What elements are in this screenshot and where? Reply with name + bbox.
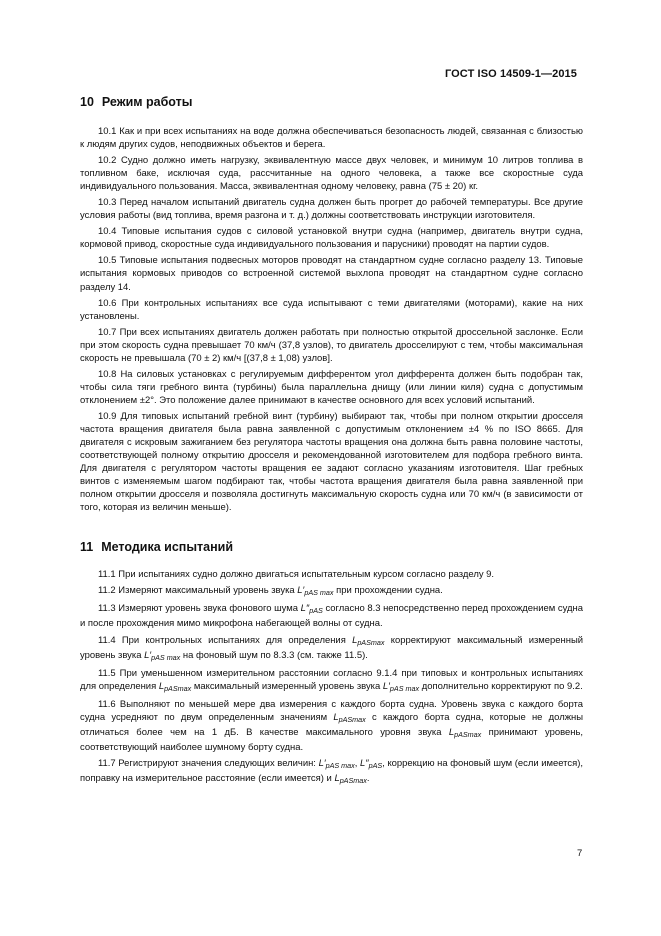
paragraph-10-6: 10.6 При контрольных испытаниях все суда испытывают с теми двигателями (моторами), какие на них установлены. [80,297,583,322]
paragraph-10-5: 10.5 Типовые испытания подвесных моторов проводят на стандартном судне согласно разделу 13. Типовые испытания кормовых приводов со встроенной системой выхлопа проводят на стандартном судне согласно разделу 14. [80,255,583,293]
symbol-lpasmax: $L_{pASmax}$ [448,726,482,739]
paragraph-10-8: 10.8 На силовых установках с регулируемым дифферентом угол дифферента должен быть подобран так, чтобы сила тяги гребного винта (турбины) была параллельна днищу (или линии киля) судна с допустимым отклонением ±2°. Это положение далее принимают в качестве основного для всех условий испытаний. [80,368,583,406]
section-number: 11 [80,540,94,555]
section-11-heading [80,540,583,554]
symbol-lpas-max-prime: $L'_{pAS max}$ [297,585,334,598]
paragraph-11-7: 11.7 Регистрируют значения следующих величин: $L'_{pAS max}$, $L''_{pAS}$, коррекцию на фоновый шум (если имеется), поправку на измерительное расстояние (если имеется) и $L_{pASmax}$. [80,757,583,785]
paragraph-11-1: 11.1 При испытаниях судно должно двигаться испытательным курсом согласно разделу 9. [98,569,495,581]
symbol-lpas-max-prime: $L'_{pAS max}$ [144,649,181,662]
symbol-lpasmax: $L_{pASmax}$ [352,634,385,647]
symbol-lpas-dprime: $L''_{pAS}$ [300,603,323,616]
paragraph-10-2: 10.2 Судно должно иметь нагрузку, эквивалентную массе двух человек, и минимум 10 литров топлива в топливном баке, исключая суда, рассчитанные на одного человека, а также все скоростные суда индивидуального пользования. Масса, эквивалентная одному человеку, равна (75 ± 20) кг. [80,155,583,193]
paragraph-11-6: 11.6 Выполняют по меньшей мере два измерения с каждого борта судна. Уровень звука с каждого борта судна усредняют по двум определенным значениям $L_{pASmax}$ с каждого борта судна, которые не должны отличаться более чем на 1 дБ. В качестве максимального уровня звука $L_{pASmax}$ принимают уровень, соответствующий наиболее шумному борту судна. [80,698,584,753]
symbol-lpas-max-prime: $L'_{pAS max}$ [318,757,355,770]
section-number: 10 [80,95,94,109]
paragraph-10-3: 10.3 Перед началом испытаний двигатель судна должен быть прогрет до рабочей температуры. Все другие условия работы (вид топлива, время разгона и т. д.) должны соответствовать инструкции изготовителя. [80,197,583,222]
paragraph-11-5: 11.5 При уменьшенном измерительном расстоянии согласно 9.1.4 при типовых и контрольных испытаниях для определения $L_{pASmax}$ максимальный измеренный уровень звука $L'_{pAS max}$ дополнительно корректируют по 9.2. [80,667,583,693]
section-title: Методика испытаний [101,540,233,555]
symbol-lpas-max-prime: $L'_{pAS max}$ [382,680,420,693]
paragraph-10-1: 10.1 Как и при всех испытаниях на воде должна обеспечиваться безопасность людей, связанная с близостью к людям других судов, неподвижных объектов и берега. [80,126,583,151]
symbol-lpas-dprime: $L''_{pAS}$ [360,757,383,770]
symbol-lpasmax: $L_{pASmax}$ [334,772,367,785]
paragraph-11-2: 11.2 Измеряют максимальный уровень звука $L'_{pAS max}$ при прохождении судна. [98,585,443,598]
paragraph-10-9: 10.9 Для типовых испытаний гребной винт (турбину) выбирают так, чтобы при полном открытии дросселя частота вращения двигателя была равна заявленной с допустимым отклонением ±4 % по ISO 8665. Для двигателя с искровым зажиганием без регулятора частоты вращения она должна быть равна половине частоты, соответствующей полному открытию дросселя и рекомендованной изготовителем для подбора гребного винта. Для двигателя с регулятором частоты вращения ее задают согласно указаниям изготовителя. Шаг гребных винтов с изменяемым шагом подбирают так, чтобы частота вращения двигателя была равна заявленной при полном открытии дросселя и позволяла достигнуть максимальную скорость судна или 70 км/ч (в зависимости от того, которая из величин меньше). [80,410,583,514]
paragraph-11-4: 11.4 При контрольных испытаниях для определения $L_{pASmax}$ корректируют максимальный измеренный уровень звука $L'_{pAS max}$ на фоновый шум по 8.3.3 (см. также 11.5). [80,634,584,662]
paragraph-11-3: 11.3 Измеряют уровень звука фонового шума $L''_{pAS}$ согласно 8.3 непосредственно перед прохождением судна и после прохождения мимо микрофона набегающей волны от судна. [80,603,583,630]
page-number: 7 [577,848,583,859]
symbol-lpasmax: $L_{pASmax}$ [333,711,366,724]
document-header: ГОСТ ISO 14509-1—2015 [444,68,577,80]
symbol-lpasmax: $L_{pASmax}$ [158,680,192,693]
section-10-heading [80,95,583,109]
paragraph-10-7: 10.7 При всех испытаниях двигатель должен работать при полностью открытой дроссельной заслонке. Если при этом скорость судна превышает 70 км/ч (37,8 узлов), то двигатель дросселируют с тем, чтобы максимальная скорость не превышала (70 ± 2) км/ч [(37,8 ± 1,08) узлов]. [80,326,583,364]
paragraph-10-4: 10.4 Типовые испытания судов с силовой установкой внутри судна (например, двигатель внутри судна, кормовой привод, скоростные суда индивидуального пользования и парусники) проводят на партии судов. [80,226,583,251]
page-content [80,95,583,787]
section-title: Режим работы [101,95,193,109]
